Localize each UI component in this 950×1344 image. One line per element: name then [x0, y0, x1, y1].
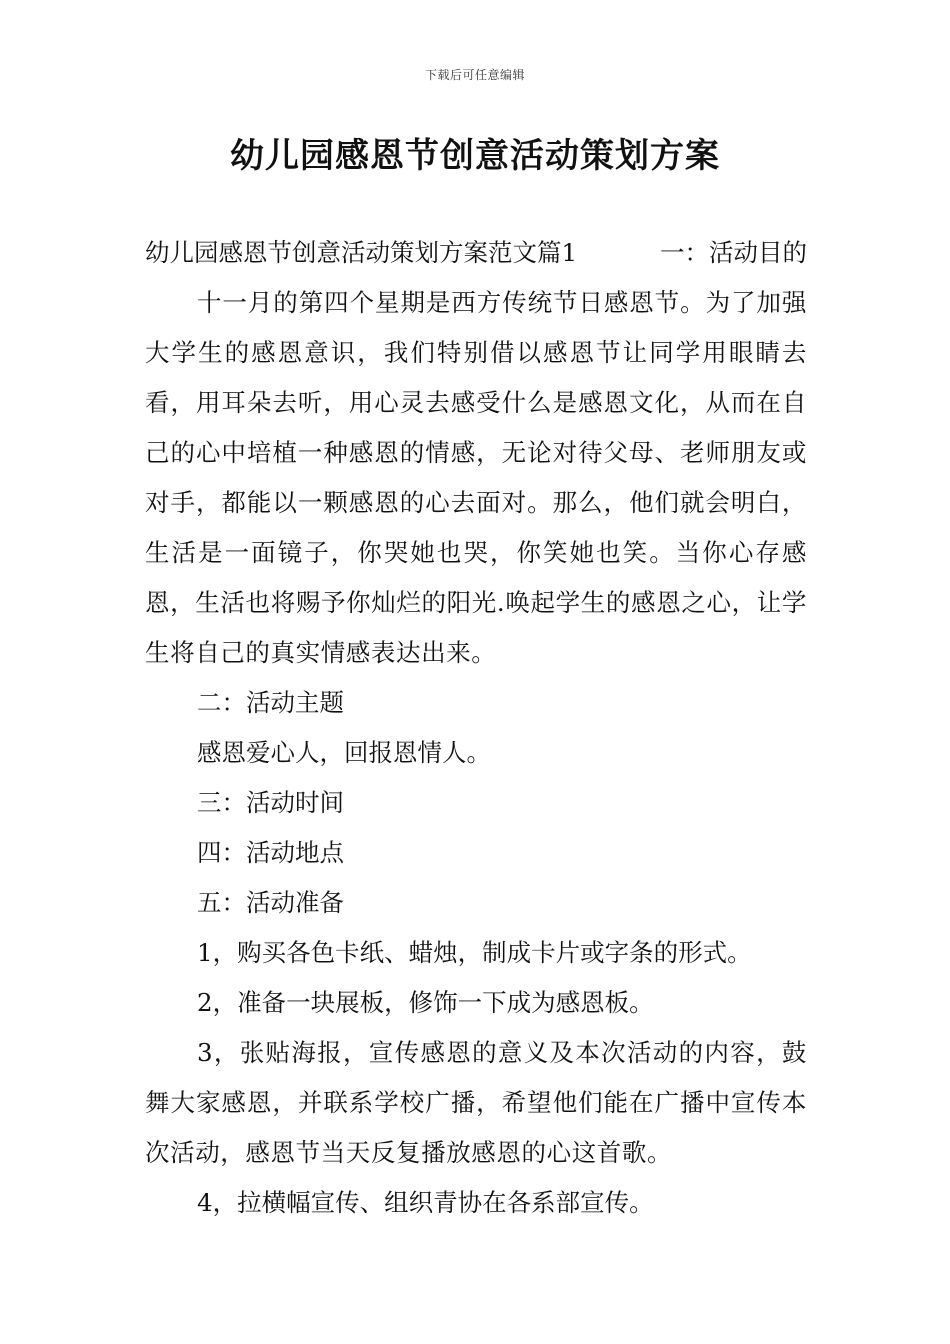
section-heading-purpose: 一：活动目的	[660, 238, 807, 267]
section-heading-preparation: 五：活动准备	[197, 888, 344, 917]
section-heading-time: 三：活动时间	[197, 788, 344, 817]
list-item: 1，购买各色卡纸、蜡烛，制成卡片或字条的形式。	[197, 938, 752, 967]
list-item: 2，准备一块展板，修饰一下成为感恩板。	[197, 988, 654, 1017]
section-heading-theme: 二：活动主题	[197, 688, 344, 717]
article-label: 幼儿园感恩节创意活动策划方案范文篇1	[145, 238, 578, 267]
purpose-paragraph: 十一月的第四个星期是西方传统节日感恩节。为了加强大学生的感恩意识，我们特别借以感恩节让同学用眼睛去看，用耳朵去听，用心灵去感受什么是感恩文化，从而在自己的心中培植一种感恩的情感，无论对待父母、老师朋友或对手，都能以一颗感恩的心去面对。那么，他们就会明白，生活是一面镜子，你哭她也哭，你笑她也笑。当你心存感恩，生活也将赐予你灿烂的阳光.唤起学生的感恩之心，让学生将自己的真实情感表达出来。	[145, 288, 807, 667]
document-body	[145, 228, 807, 1228]
intro-line	[145, 228, 807, 278]
list-item: 3，张贴海报，宣传感恩的意义及本次活动的内容，鼓舞大家感恩，并联系学校广播，希望他们能在广播中宣传本次活动，感恩节当天反复播放感恩的心这首歌。	[145, 1038, 807, 1167]
list-item: 4，拉横幅宣传、组织青协在各系部宣传。	[197, 1188, 654, 1217]
theme-text: 感恩爱心人，回报恩情人。	[197, 738, 491, 767]
header-note: 下载后可任意编辑	[424, 68, 525, 82]
section-heading-place: 四：活动地点	[197, 838, 344, 867]
document-title: 幼儿园感恩节创意活动策划方案	[230, 136, 720, 176]
